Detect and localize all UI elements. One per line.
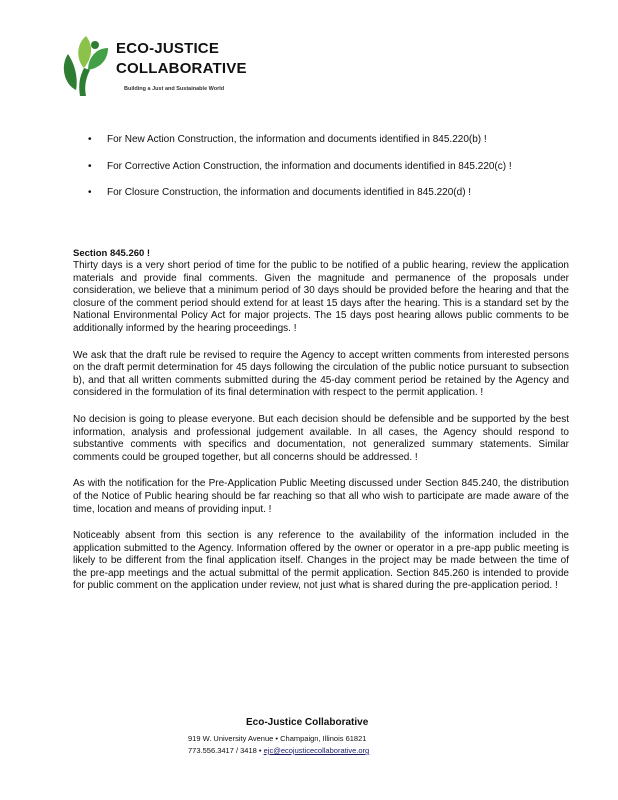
bullet-text: For New Action Construction, the information and documents identified in 845.220(b) !	[107, 134, 487, 145]
leaf-logo-icon	[62, 36, 116, 100]
logo-line2: COLLABORATIVE	[116, 60, 247, 77]
bullet-text: For Corrective Action Construction, the information and documents identified in 845.220(c) !	[107, 160, 512, 172]
bullet-text: For Closure Construction, the information and documents identified in 845.220(d) !	[107, 187, 472, 198]
logo	[62, 36, 252, 100]
paragraph: Noticeably absent from this section is any reference to the availability of the information included in the application submitted to the Agency. Information offered by the owner or operator in a pre-app public meeting is likely to be different from the final application itself. Changes in the project may be made between the time of the pre-app meetings and the actual submittal of the permit application. Section 845.260 is intended to provide for public comment on the application under review, not just what is shared during the pre-application period. !	[73, 530, 569, 592]
paragraph: As with the notification for the Pre-Application Public Meeting discussed under Section 845.240, the distribution of the Notice of Public hearing should be far reaching so that all who wish to participate are made aware of the time, location and means of providing input. !	[73, 478, 569, 515]
list-item	[84, 133, 564, 147]
list-item	[84, 186, 564, 200]
footer-email-link[interactable]: ejc@ecojusticecollaborative.org	[263, 746, 370, 755]
logo-line1: ECO-JUSTICE	[116, 40, 220, 57]
section-body	[73, 248, 569, 607]
section-title: Section 845.260 !	[73, 248, 151, 259]
footer-org-name: Eco-Justice Collaborative	[246, 717, 369, 728]
bullet-icon: •	[88, 187, 92, 198]
footer-address: 919 W. University Avenue • Champaign, Illinois 61821	[188, 734, 367, 743]
paragraph: Thirty days is a very short period of time for the public to be notified of a public hearing, review the application materials and provide final comments. Given the magnitude and permanence of the proposals under consideration, we believe that a minimum period of 30 days should be provided before the hearing and that the closure of the comment period should extend for at least 15 days after the hearing. This is a standard set by the National Environmental Policy Act for major projects. The 15 days post hearing allows public comments to be additionally informed by the hearing proceedings. !	[73, 260, 569, 334]
footer-contact	[188, 746, 369, 755]
footer-phone: 773.556.3417 / 3418 •	[188, 746, 262, 755]
paragraph: We ask that the draft rule be revised to require the Agency to accept written comments from interested persons on the draft permit determination for 45 days following the circulation of the public notice pursuant to subsection b), and that all written comments submitted during the 45-day comment period be retained by the Agency and considered in the formulation of its final determination with respect to the permit application. !	[73, 349, 569, 399]
paragraph: No decision is going to please everyone. But each decision should be defensible and be supported by the best information, analysis and professional judgement available. In all cases, the Agency should respond to substantive comments with specifics and documentation, not generalized summary statements. Similar comments could be grouped together, but all concerns should be addressed. !	[73, 413, 569, 463]
bullet-list	[84, 133, 564, 213]
list-item	[84, 160, 564, 174]
logo-tagline: Building a Just and Sustainable World	[124, 86, 225, 92]
bullet-icon: •	[88, 160, 92, 172]
bullet-icon: •	[88, 134, 92, 145]
